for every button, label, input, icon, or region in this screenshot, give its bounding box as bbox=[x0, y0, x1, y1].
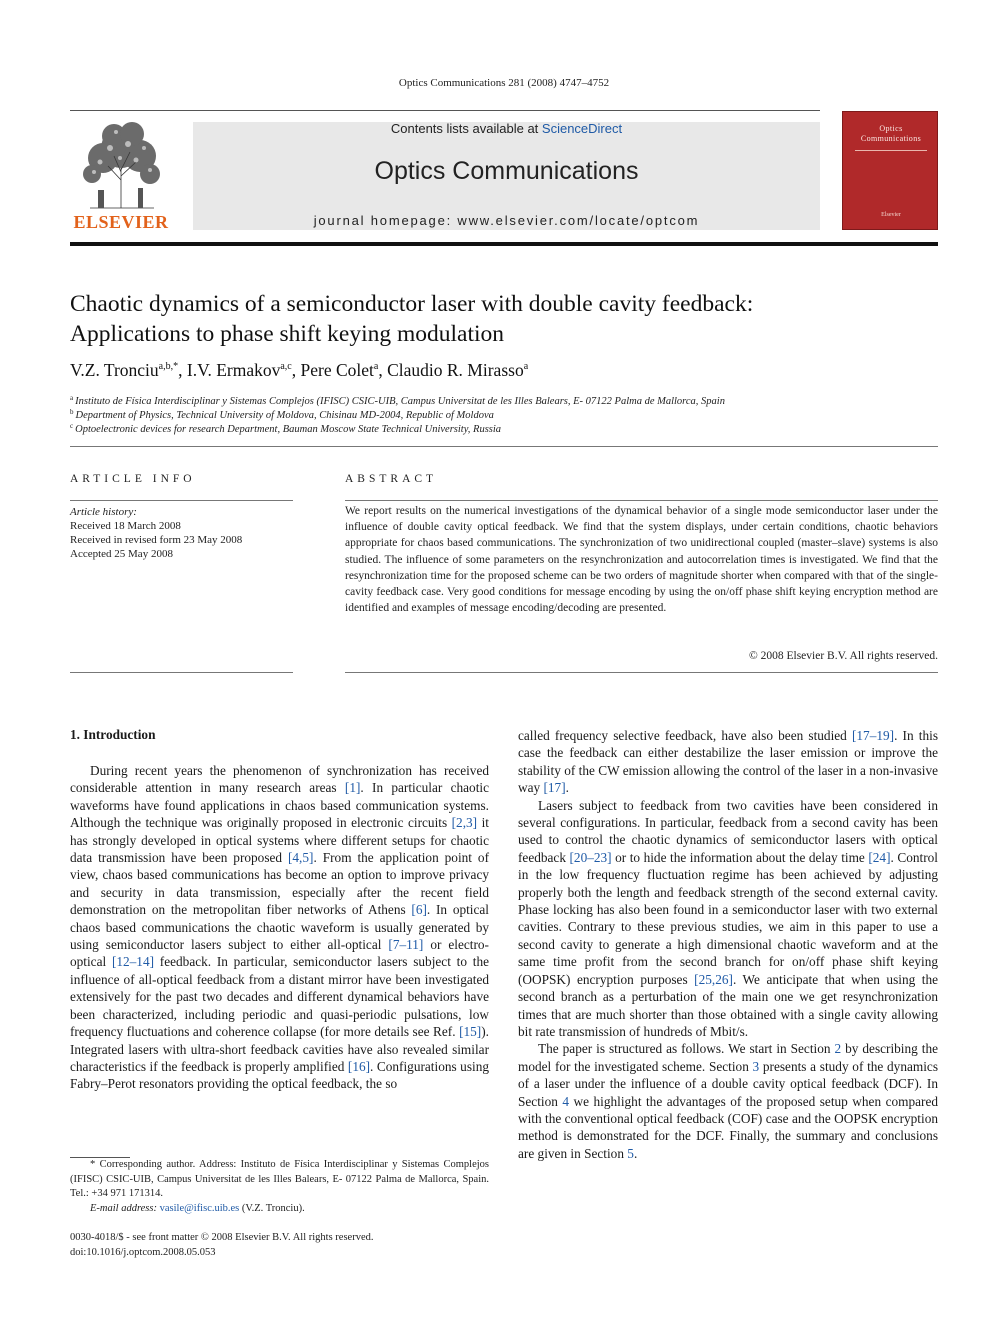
cover-brand: Elsevier bbox=[881, 212, 901, 218]
section-link[interactable]: 2 bbox=[834, 1041, 842, 1057]
abstract-rule bbox=[345, 500, 938, 501]
affiliations-rule bbox=[70, 446, 938, 447]
affiliation-b bbox=[70, 408, 930, 421]
article-info-rule bbox=[70, 500, 293, 501]
text-run: ). Integrated lasers with ultra-short feedback cavities have also revealed similar characteristics if the feedback is properly amplified bbox=[70, 1024, 489, 1074]
author-name[interactable]: Pere Colet bbox=[300, 360, 374, 380]
author-separator: , bbox=[291, 360, 301, 380]
author-affil-mark: a bbox=[373, 361, 379, 372]
footnote-email-line bbox=[70, 1202, 489, 1217]
contents-prefix: Contents lists available at bbox=[390, 121, 542, 136]
sciencedirect-link[interactable]: ScienceDirect bbox=[541, 121, 623, 136]
issn-doi-block bbox=[70, 1231, 373, 1260]
text-run: feedback. In particular, semiconductor lasers subject to the influence of all-optical feedback from a distant mirror have been investigated extensively for the past two decades and different dynamical behaviors have been characterized, including periodic and quasi-periodic pulsations, low frequency fluctuations and coherence collapse (for more details see Ref. bbox=[70, 954, 489, 1040]
citation-link[interactable]: [6] bbox=[411, 902, 427, 918]
citation-link[interactable]: [1] bbox=[344, 780, 361, 796]
cover-divider bbox=[855, 150, 927, 151]
issn-line: 0030-4018/$ - see front matter © 2008 Elsevier B.V. All rights reserved. bbox=[70, 1232, 374, 1243]
intro-paragraph-2 bbox=[518, 797, 938, 1041]
affiliation-mark: c bbox=[70, 422, 74, 430]
text-run: it has strongly developed in optical systems where different setups for chaotic data transmission have been proposed bbox=[70, 815, 489, 866]
author-affil-mark: a bbox=[523, 361, 529, 372]
section-link[interactable]: 4 bbox=[562, 1093, 570, 1109]
email-label: E-mail address: bbox=[90, 1202, 157, 1214]
text-run: . In optical chaos based communications the chaotic waveform is usually generated by using semiconductor lasers subject to either all-optical bbox=[70, 902, 490, 953]
abstract-bottom-rule bbox=[345, 672, 938, 673]
title-line-2: Applications to phase shift keying modulation bbox=[70, 321, 505, 347]
section-link[interactable]: 5 bbox=[627, 1145, 634, 1161]
citation-link[interactable]: [17–19] bbox=[851, 728, 895, 743]
text-run: Lasers subject to feedback from two cavities have been considered in several configurations. In particular, feedback from a second cavity has been used to control the chaotic dynamics of semiconductor lasers with optical feedback bbox=[518, 797, 938, 865]
text-run: we highlight the advantages of the proposed setup when compared with the conventional optical feedback (COF) case and the OOPSK encryption method is demonstrated for the DCF. Finally, the summary and conclusions are given in Section bbox=[518, 1093, 938, 1161]
citation-link[interactable]: [2,3] bbox=[451, 815, 478, 831]
citation-link[interactable]: [12–14] bbox=[111, 954, 155, 970]
doi-line[interactable]: doi:10.1016/j.optcom.2008.05.053 bbox=[70, 1246, 216, 1258]
text-run: The paper is structured as follows. We start in Section bbox=[538, 1041, 835, 1057]
journal-homepage bbox=[193, 213, 820, 228]
author-affil-mark: a,c bbox=[280, 361, 292, 372]
author-name[interactable]: I.V. Ermakov bbox=[186, 360, 281, 380]
text-run: or to hide the information about the delay time bbox=[611, 849, 869, 865]
elsevier-wordmark: ELSEVIER bbox=[73, 212, 169, 232]
text-run: During recent years the phenomenon of synchronization has received considerable attention in many research areas bbox=[70, 763, 489, 796]
text-run: . In particular chaotic waveforms have found applications in chaos based communication systems. Although the technique was originally proposed in electronic circuits bbox=[70, 780, 489, 831]
homepage-prefix: journal homepage: bbox=[313, 213, 458, 228]
text-run: by describing the model for the investigated scheme. Section bbox=[518, 1041, 938, 1074]
body-column-right bbox=[518, 727, 938, 1162]
citation-link[interactable]: [7–11] bbox=[388, 937, 424, 953]
history-label: Article history: bbox=[70, 506, 137, 518]
section-link[interactable]: 3 bbox=[752, 1058, 760, 1074]
journal-citation: Optics Communications 281 (2008) 4747–4752 bbox=[398, 77, 610, 89]
citation-link[interactable]: [16] bbox=[347, 1058, 371, 1074]
abstract-heading: ABSTRACT bbox=[345, 473, 438, 485]
text-run: . bbox=[633, 1145, 638, 1161]
affiliation-text: Department of Physics, Technical University of Moldova, Chisinau MD-2004, Republic of Moldova bbox=[75, 410, 494, 421]
introduction-heading: 1. Introduction bbox=[70, 727, 156, 742]
citation-link[interactable]: [25,26] bbox=[694, 971, 733, 987]
received-date: Received 18 March 2008 bbox=[70, 520, 181, 532]
title-line-1: Chaotic dynamics of a semiconductor laser with double cavity feedback: bbox=[70, 291, 754, 317]
homepage-url[interactable]: www.elsevier.com/locate/optcom bbox=[457, 213, 700, 228]
text-run: presents a study of the dynamics of a laser under the influence of a double cavity optical feedback (DCF). In Section bbox=[518, 1058, 938, 1109]
text-run: called frequency selective feedback, have also been studied bbox=[518, 728, 852, 743]
paper-title bbox=[70, 289, 940, 349]
text-run: . Configurations using Fabry–Perot resonators providing the optical feedback, the so bbox=[70, 1058, 489, 1092]
affiliation-text: Optoelectronic devices for research Department, Bauman Moscow State Technical University, Russia bbox=[75, 424, 502, 435]
journal-name: Optics Communications bbox=[374, 157, 639, 185]
intro-paragraph-3 bbox=[518, 1040, 938, 1162]
corresponding-author-footnote bbox=[70, 1158, 489, 1216]
affiliation-c bbox=[70, 422, 930, 435]
article-history bbox=[70, 505, 293, 561]
text-run: . bbox=[565, 780, 569, 796]
author-separator: , bbox=[178, 360, 187, 380]
affiliation-mark: a bbox=[70, 394, 74, 402]
citation-link[interactable]: [20–23] bbox=[569, 849, 612, 865]
footnote-address: * Corresponding author. Address: Instituto de Física Interdisciplinar y Sistemas Complejos (IFISC) CSIC-UIB, Campus Universitat de les Illes Balears, E- 07122 Palma de Mallorca, Spain. Tel.: +34 971 171314. bbox=[70, 1159, 489, 1199]
text-run: . We anticipate that when using the second branch as a perturbation of the main one we get resynchronization times that are much shorter than those obtained with a single cavity allowing bit rate transmission of hundreds of Mbit/s. bbox=[518, 971, 939, 1039]
text-run: . Control in the low frequency fluctuation regime has been achieved by adjusting properly both the length and feedback strength of the second external cavity. Phase locking has also been found in a semiconductor laser with two external cavities. Contrary to these previous studies, we aim in this paper to use a second cavity to generate a high dimensional chaotic waveform and at the same time profit from the second branch for on/off phase shift keying (OOPSK) encryption purposes bbox=[518, 849, 938, 987]
author-name[interactable]: V.Z. Tronciu bbox=[70, 360, 159, 380]
affiliation-mark: b bbox=[70, 408, 74, 416]
author-affil-mark: a,b,* bbox=[158, 361, 179, 372]
abstract-text: We report results on the numerical investigations of the dynamical behavior of a single mode semiconductor laser under the influence of double cavity optical feedback. We find that the system displays, under certain conditions, chaotic behaviors appropriate for chaos based communications. The synchronization of two unidirectional coupled (master–slave) systems is also studied. The influence of some parameters on the resynchronization and autocorrelation times is investigated. We find that the resynchronization time for the proposed scheme can be two orders of magnitude shorter when compared with that of the single-cavity feedback case. Very good conditions for message encoding by using the on/off phase shift keying encryption method are identified and examples of message encoding/decoding are presented. bbox=[345, 505, 938, 615]
affiliation-text: Instituto de Física Interdisciplinar y Sistemas Complejos (IFISC) CSIC-UIB, Campus Universitat de les Illes Balears, E- 07122 Palma de Mallorca, Spain bbox=[75, 396, 725, 407]
author-name[interactable]: Claudio R. Mirasso bbox=[387, 360, 524, 380]
accepted-date: Accepted 25 May 2008 bbox=[70, 548, 173, 560]
journal-cover-thumbnail bbox=[842, 111, 938, 230]
revised-date: Received in revised form 23 May 2008 bbox=[70, 534, 243, 546]
article-info-heading: ARTICLE INFO bbox=[70, 473, 196, 485]
author-list bbox=[70, 360, 930, 381]
affiliation-a bbox=[70, 394, 930, 407]
email-suffix: (V.Z. Tronciu). bbox=[239, 1202, 305, 1214]
email-link[interactable]: vasile@ifisc.uib.es bbox=[159, 1202, 240, 1214]
text-run: or electro-optical bbox=[70, 937, 489, 970]
body-column-left bbox=[70, 762, 489, 1093]
intro-paragraph-1 bbox=[70, 762, 489, 1093]
citation-link[interactable]: [24] bbox=[868, 849, 891, 865]
intro-paragraph-1-continued bbox=[518, 727, 938, 797]
text-run: . In this case the feedback can either destabilize the laser emission or improve the stability of the CW emission allowing the control of the laser in a non-invasive way bbox=[518, 728, 938, 796]
text-run: . From the application point of view, chaos based communications has become an option to improve privacy and security in data transmission, especially after the recent field demonstration on the metropolitan fiber networks of Athens bbox=[70, 850, 489, 918]
citation-link[interactable]: [15] bbox=[459, 1024, 482, 1040]
cover-title: Optics Communications bbox=[860, 124, 922, 143]
header-thick-rule bbox=[70, 242, 938, 246]
top-rule bbox=[70, 110, 820, 111]
abstract-copyright: © 2008 Elsevier B.V. All rights reserved. bbox=[749, 650, 938, 662]
citation-link[interactable]: [17] bbox=[543, 780, 566, 796]
author-separator: , bbox=[378, 360, 388, 380]
contents-line bbox=[193, 121, 820, 136]
citation-link[interactable]: [4,5] bbox=[287, 850, 314, 866]
article-info-bottom-rule bbox=[70, 672, 293, 673]
